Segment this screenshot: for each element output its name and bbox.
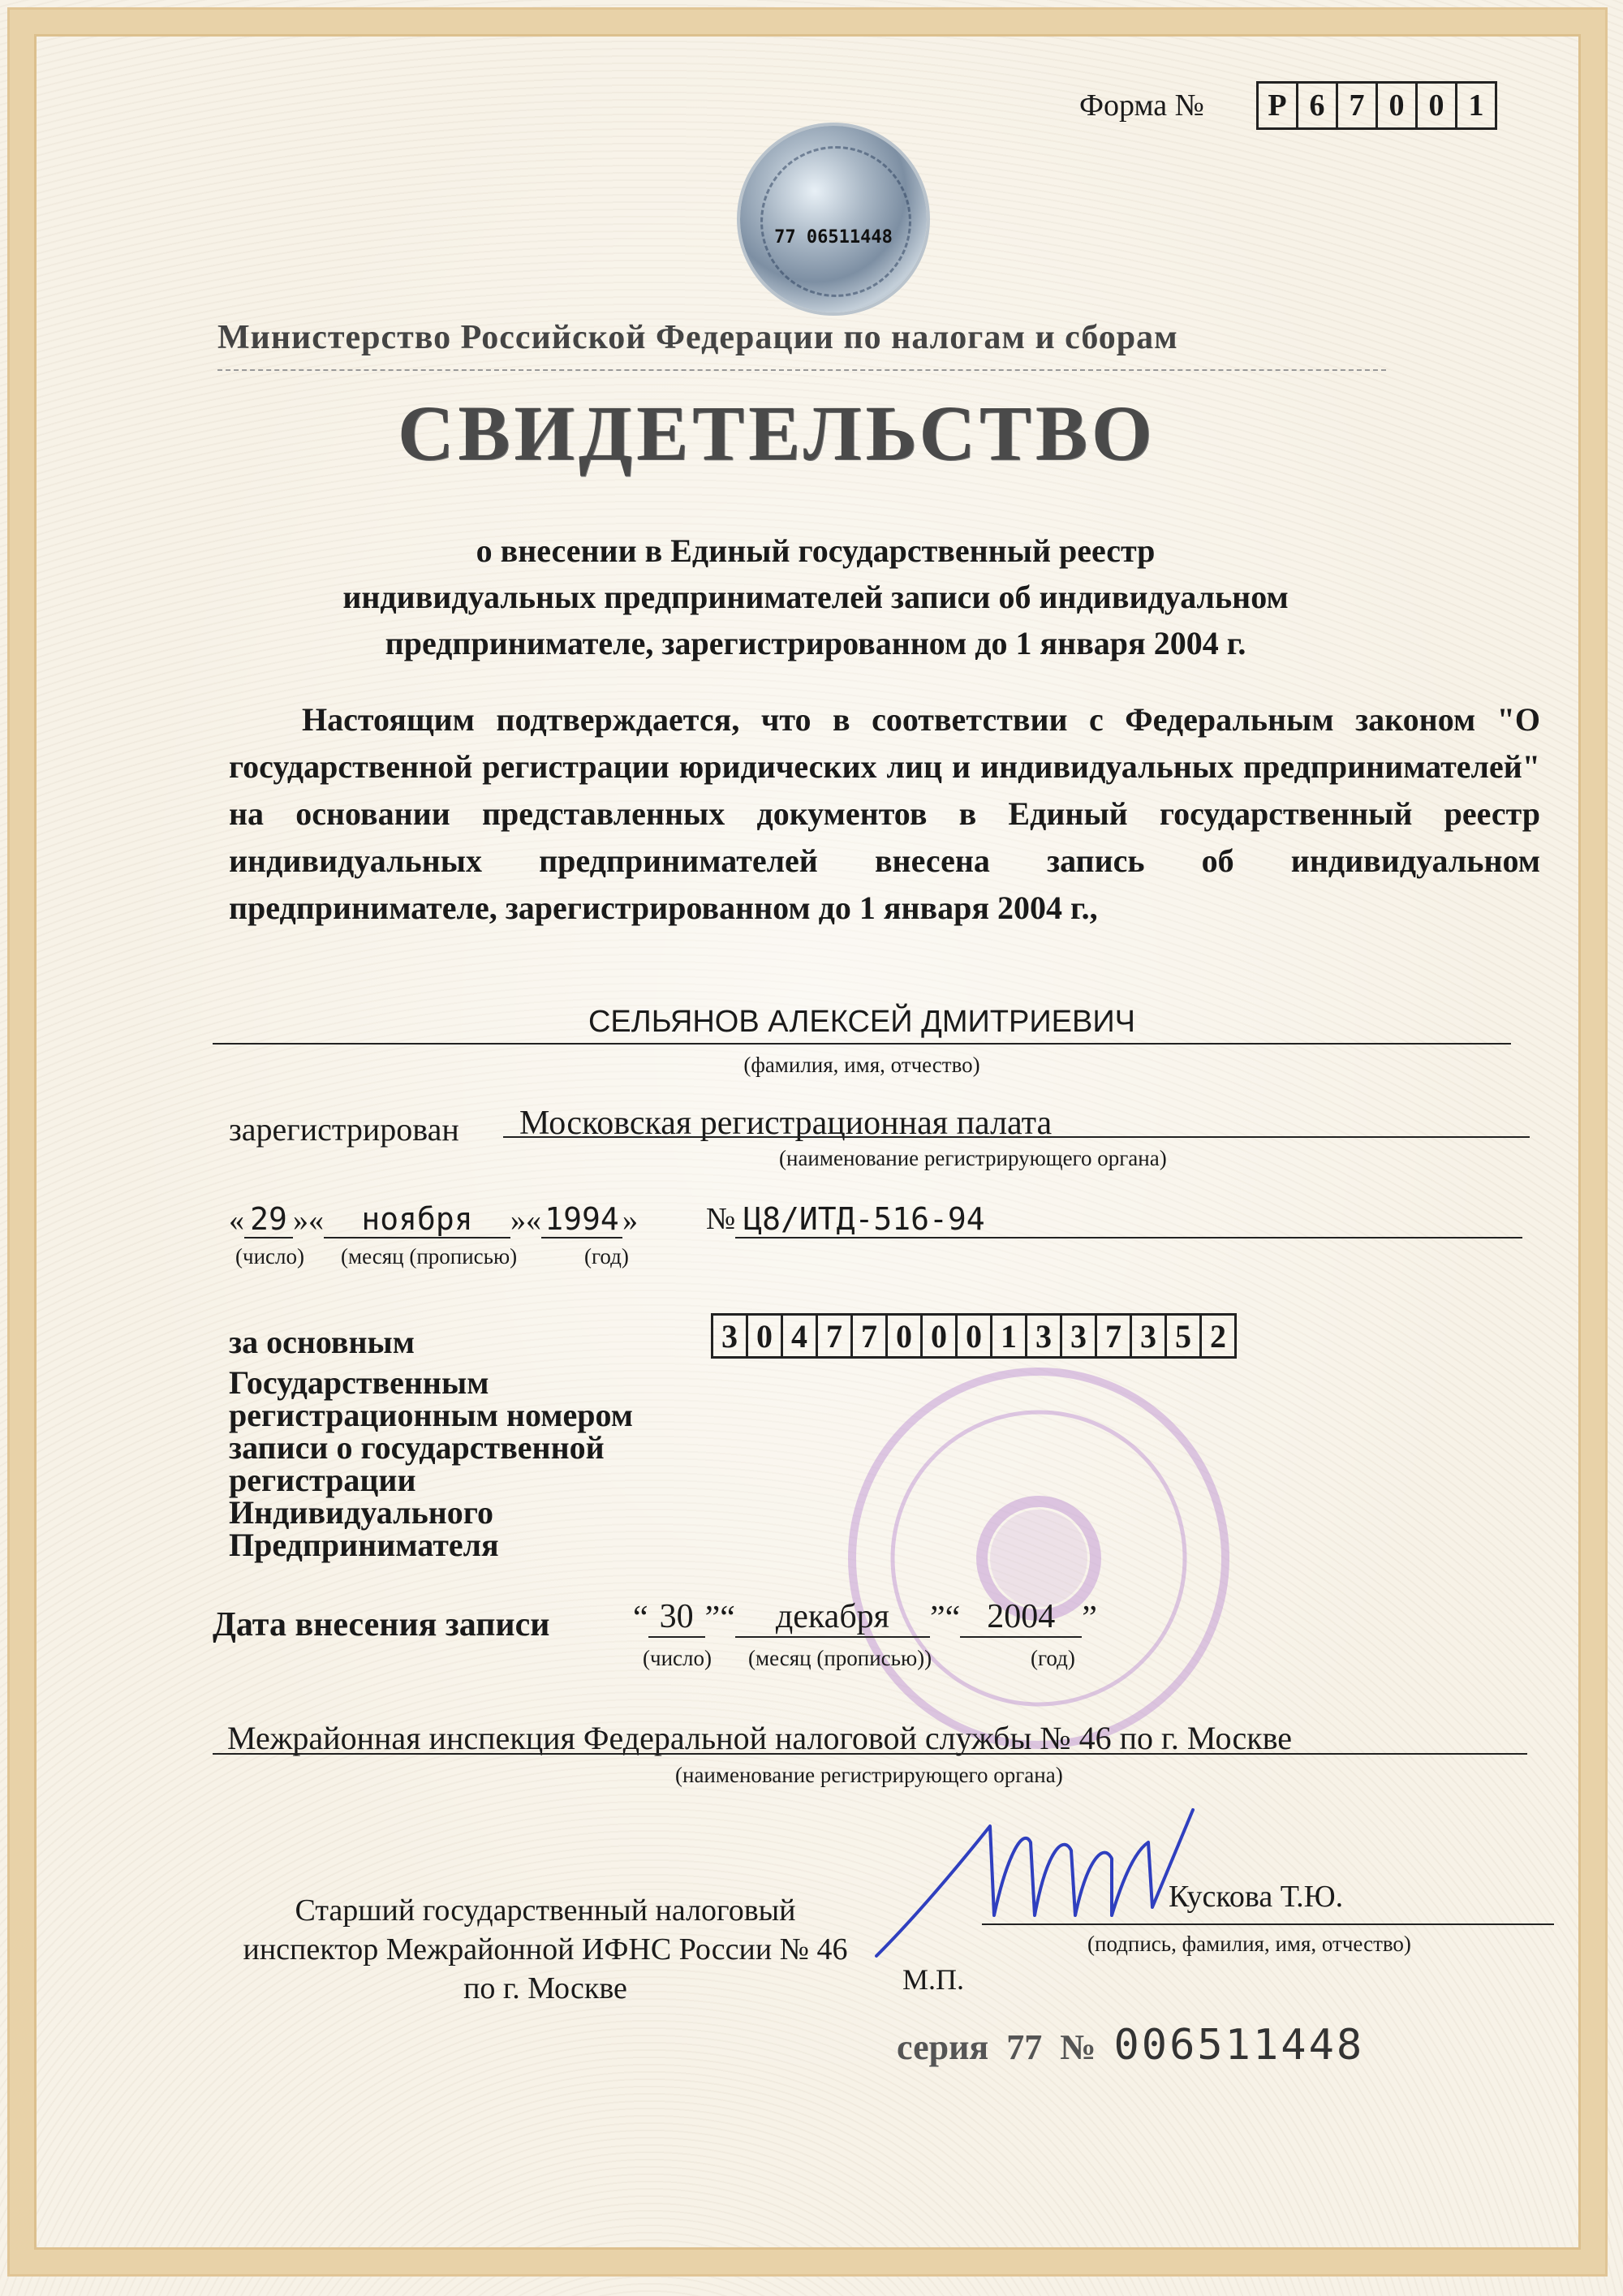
quote-mark: ”“ [929, 1600, 961, 1637]
hologram-number: 77 06511448 [774, 227, 893, 248]
serial-number [897, 2021, 1364, 2070]
number-sign: № [1060, 2027, 1096, 2067]
ogrn-digit: 3 [1132, 1316, 1167, 1356]
ogrn-label-rest [229, 1364, 716, 1563]
serial-number-value: 006511448 [1113, 2021, 1365, 2070]
form-code-boxes [1256, 81, 1497, 130]
entry-day: 30 [648, 1597, 705, 1638]
ogrn-label-line: Государственным [229, 1364, 489, 1401]
officer-line: инспектор Межрайонной ИФНС России № 46 [243, 1932, 848, 1966]
ogrn-digit: 3 [713, 1316, 748, 1356]
person-name: СЕЛЬЯНОВ АЛЕКСЕЙ ДМИТРИЕВИЧ [588, 1005, 1136, 1039]
ogrn-digit: 3 [1062, 1316, 1097, 1356]
subtitle-line: о внесении в Единый государственный реестр [476, 532, 1156, 569]
quote-mark: »« [510, 1204, 541, 1238]
ogrn-digit: 1 [992, 1316, 1027, 1356]
quote-mark: » [622, 1204, 638, 1238]
reg-month: ноября [324, 1201, 510, 1238]
ogrn-digit: 3 [1027, 1316, 1062, 1356]
quote-mark: »« [293, 1204, 324, 1238]
name-caption: (фамилия, имя, отчество) [743, 1053, 980, 1077]
ogrn-digit: 5 [1167, 1316, 1202, 1356]
form-code-char: 0 [1378, 84, 1418, 127]
quote-mark: ” [1082, 1600, 1097, 1637]
ogrn-label: за основным [229, 1324, 415, 1360]
ogrn-boxes [711, 1313, 1237, 1359]
day-caption: (число) [643, 1646, 712, 1670]
entry-year: 2004 [960, 1597, 1082, 1638]
inspection-underline [213, 1753, 1527, 1755]
number-sign: № [706, 1202, 736, 1236]
month-caption: (месяц (прописью)) [748, 1646, 932, 1670]
form-code-char: 7 [1338, 84, 1378, 127]
form-label: Форма № [1079, 88, 1204, 123]
officer-line: Старший государственный налоговый [295, 1893, 796, 1928]
entry-date [633, 1597, 1097, 1638]
seal-place-label: М.П. [902, 1963, 965, 1996]
ogrn-digit: 7 [1097, 1316, 1132, 1356]
form-code-char: 0 [1418, 84, 1457, 127]
form-code-char: 6 [1298, 84, 1338, 127]
inspection-caption: (наименование регистрирующего органа) [675, 1763, 1063, 1787]
reg-year: 1994 [541, 1201, 622, 1238]
quote-mark: « [229, 1204, 244, 1238]
signer-name: Кускова Т.Ю. [1169, 1880, 1344, 1914]
hologram-ring [760, 146, 911, 297]
hologram-seal [740, 126, 927, 312]
month-caption: (месяц (прописью) [341, 1244, 518, 1269]
form-code-char: 1 [1468, 88, 1484, 123]
entry-date-label: Дата внесения записи [213, 1606, 550, 1643]
reg-day: 29 [244, 1201, 293, 1238]
officer-line: по г. Москве [463, 1971, 627, 2005]
series-label: серия [897, 2027, 989, 2067]
body-text: Настоящим подтверждается, что в соответствии с Федеральным законом "О государственной регистрации юридических лиц и индивидуальных предпринимателей" на основании представленных документов в Единый государственный реестр индивидуальных предпринимателей внесена запись об индивидуальном предпринимателе, зарегистрированном до 1 января 2004 г., [229, 701, 1540, 926]
registration-underline [503, 1136, 1530, 1138]
document-subtitle [243, 528, 1388, 666]
ogrn-label-line: Предпринимателя [229, 1527, 499, 1563]
ogrn-digit: 7 [818, 1316, 853, 1356]
registration-authority: Московская регистрационная палата [519, 1105, 1053, 1142]
quote-mark: ”“ [704, 1600, 735, 1637]
ogrn-digit: 0 [923, 1316, 958, 1356]
quote-mark: “ [633, 1600, 648, 1637]
ogrn-digit: 0 [748, 1316, 783, 1356]
ogrn-digit: 4 [783, 1316, 818, 1356]
ogrn-digit: 0 [958, 1316, 992, 1356]
signer-underline [982, 1923, 1554, 1925]
day-caption: (число) [235, 1244, 304, 1269]
ministry-header: Министерство Российской Федерации по налогам и сборам [217, 319, 1178, 356]
signer-caption: (подпись, фамилия, имя, отчество) [1087, 1932, 1411, 1956]
registration-number [706, 1201, 1522, 1238]
ogrn-label-line: регистрации [229, 1462, 416, 1498]
ogrn-label-line: записи о государственной [229, 1429, 605, 1466]
ministry-divider [217, 369, 1386, 371]
series-value: 77 [1006, 2027, 1043, 2067]
subtitle-line: индивидуальных предпринимателей записи об индивидуальном [342, 579, 1289, 615]
registration-date [229, 1201, 638, 1238]
year-caption: (год) [1031, 1646, 1075, 1670]
entry-month: декабря [735, 1597, 930, 1638]
registration-caption: (наименование регистрирующего органа) [779, 1146, 1167, 1170]
inspection-name: Межрайонная инспекция Федеральной налоговой службы № 46 по г. Москве [227, 1720, 1293, 1756]
year-caption: (год) [584, 1244, 629, 1269]
reg-number-value: Ц8/ИТД-516-94 [735, 1201, 1522, 1238]
name-underline [213, 1043, 1511, 1045]
registered-label: зарегистрирован [229, 1111, 459, 1148]
ogrn-label-line: регистрационным номером [229, 1397, 634, 1433]
subtitle-line: предпринимателе, зарегистрированном до 1 января 2004 г. [385, 625, 1246, 661]
document-title: СВИДЕТЕЛЬСТВО [398, 390, 1156, 476]
certification-paragraph [229, 696, 1540, 932]
ogrn-digit: 7 [853, 1316, 888, 1356]
officer-title [213, 1891, 878, 2008]
form-code-char: Р [1259, 84, 1298, 127]
ogrn-digit: 0 [888, 1316, 923, 1356]
ogrn-digit: 2 [1210, 1317, 1226, 1355]
ogrn-label-line: Индивидуального [229, 1494, 493, 1531]
